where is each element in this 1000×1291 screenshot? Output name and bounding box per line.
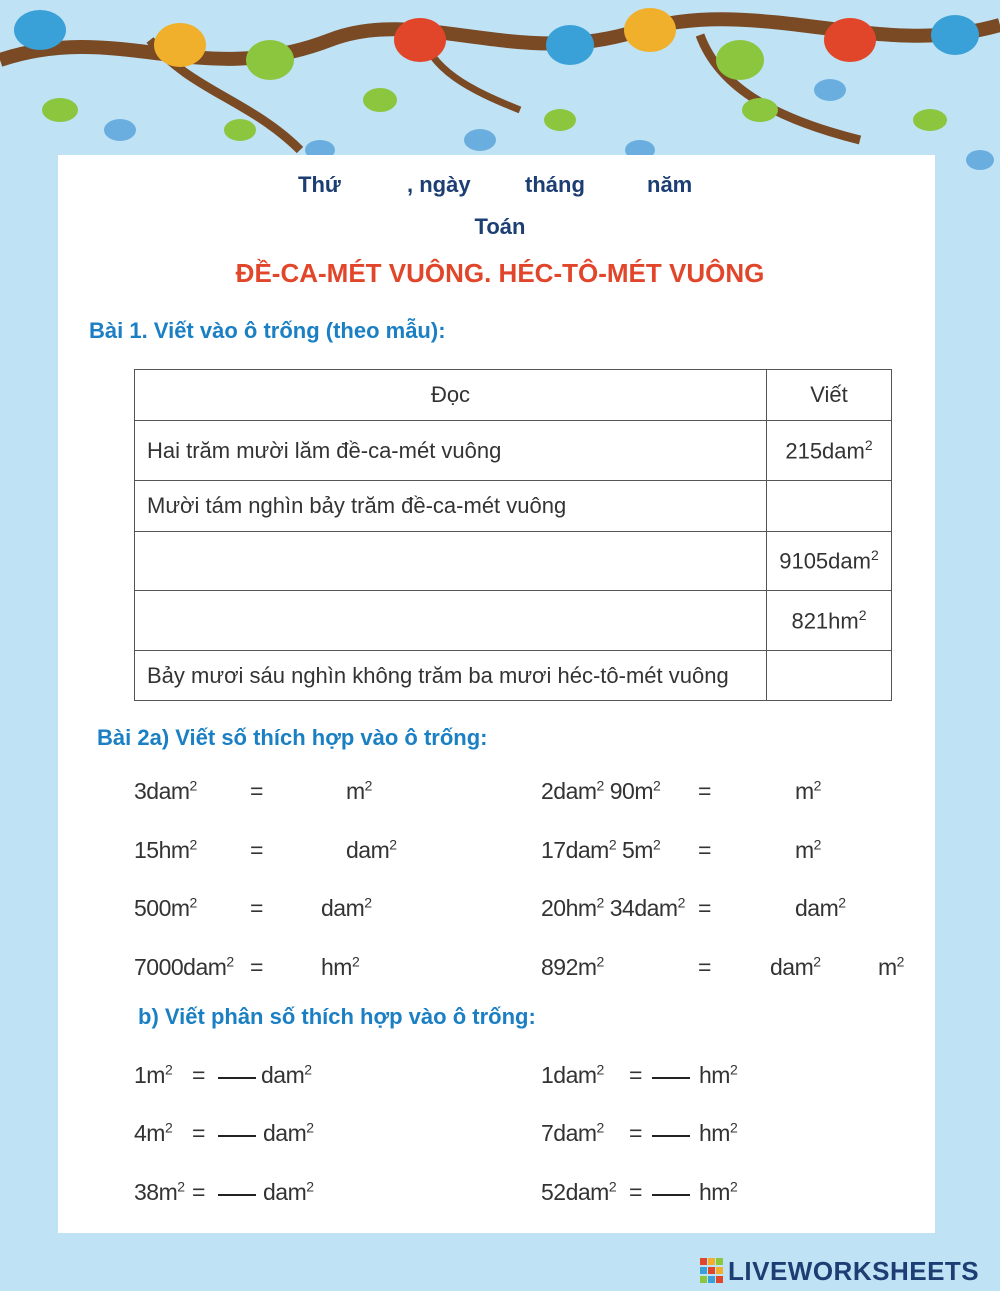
bai2b-left-lhs: $38m^2$ (134, 1178, 185, 1205)
bai2a-left-rhs: dam$^2$ (321, 894, 372, 921)
equals-sign: = (698, 778, 711, 804)
doc-cell: Hai trăm mười lăm đề-ca-mét vuông (135, 421, 767, 481)
equals-sign: = (192, 1120, 205, 1146)
equals-sign: = (192, 1062, 205, 1088)
table-row (135, 651, 892, 701)
bai2a-right-rhs: $m^2$ (795, 777, 821, 804)
viet-cell: 9105dam$^2$ (767, 532, 892, 591)
bai2a-heading: Bài 2a) Viết số thích hợp vào ô trống: (97, 725, 488, 750)
table-row (135, 421, 892, 481)
col-doc-header: Đọc (135, 370, 767, 421)
fraction-bar[interactable] (218, 1194, 256, 1196)
bai2b-right-rhs: $hm^2$ (699, 1119, 738, 1146)
bai2a-left-rhs: $hm^2$ (321, 953, 360, 980)
bai2a-right-rhs: $m^2$ (795, 836, 821, 863)
bai2a-right-rhs2: $m^2$ (878, 953, 904, 980)
bai2b-left-rhs: dam$^2$ (263, 1178, 314, 1205)
viet-cell: 215dam$^2$ (767, 421, 892, 481)
fraction-bar[interactable] (652, 1194, 690, 1196)
fraction-bar[interactable] (652, 1135, 690, 1137)
answer-input[interactable] (720, 774, 792, 808)
doc-answer-cell[interactable] (135, 591, 767, 651)
date-ngay: , ngày (407, 172, 471, 197)
table-header-row (135, 370, 892, 421)
equals-sign: = (698, 954, 711, 980)
bai2b-right-rhs: $hm^2$ (699, 1178, 738, 1205)
bai2a-left-rhs: dam$^2$ (346, 836, 397, 863)
bai2a-right-lhs: 17dam$^2$ $5m^2$ (541, 836, 661, 863)
viet-answer-cell[interactable] (767, 651, 892, 701)
answer-input[interactable] (720, 950, 768, 984)
bai2b-left-rhs: dam$^2$ (261, 1061, 312, 1088)
date-thang: tháng (525, 172, 585, 197)
table-row (135, 481, 892, 532)
fraction-bar[interactable] (218, 1135, 256, 1137)
bai1-heading: Bài 1. Viết vào ô trống (theo mẫu): (89, 318, 446, 343)
equals-sign: = (250, 895, 263, 921)
table-row (135, 532, 892, 591)
equals-sign: = (698, 895, 711, 921)
equals-sign: = (698, 837, 711, 863)
bai2a-right-rhs: dam$^2$ (770, 953, 821, 980)
bai2a-right-lhs: $20hm^2$ 34dam$^2$ (541, 894, 685, 921)
equals-sign: = (629, 1179, 642, 1205)
equals-sign: = (250, 778, 263, 804)
equals-sign: = (250, 954, 263, 980)
bai2b-left-lhs: $1m^2$ (134, 1061, 173, 1088)
answer-input[interactable] (270, 891, 320, 925)
answer-input[interactable] (270, 950, 320, 984)
bai2b-right-rhs: $hm^2$ (699, 1061, 738, 1088)
viet-answer-cell[interactable] (767, 481, 892, 532)
bai2a-right-rhs: dam$^2$ (795, 894, 846, 921)
bai2a-left-rhs: $m^2$ (346, 777, 372, 804)
bai2b-right-lhs: 1dam$^2$ (541, 1061, 604, 1088)
viet-cell: $821hm^2$ (767, 591, 892, 651)
answer-input[interactable] (825, 950, 877, 984)
subject-label: Toán (474, 214, 526, 239)
equals-sign: = (629, 1120, 642, 1146)
bai2a-left-lhs: 7000dam$^2$ (134, 953, 234, 980)
answer-input[interactable] (720, 891, 792, 925)
table-row (135, 591, 892, 651)
fraction-bar[interactable] (218, 1077, 256, 1079)
equals-sign: = (250, 837, 263, 863)
bai2b-left-rhs: dam$^2$ (263, 1119, 314, 1146)
equals-sign: = (629, 1062, 642, 1088)
page-title: ĐỀ-CA-MÉT VUÔNG. HÉC-TÔ-MÉT VUÔNG (235, 258, 765, 288)
bai2b-right-lhs: 7dam$^2$ (541, 1119, 604, 1146)
doc-cell: Bảy mươi sáu nghìn không trăm ba mươi héc-tô-mét vuông (135, 651, 767, 701)
bai2a-right-lhs: $892m^2$ (541, 953, 604, 980)
bai2b-left-lhs: $4m^2$ (134, 1119, 173, 1146)
col-viet-header: Viết (767, 370, 892, 421)
bai1-table (134, 369, 892, 701)
date-thu: Thứ (298, 172, 341, 197)
answer-input[interactable] (272, 774, 344, 808)
liveworksheets-brand[interactable]: LIVEWORKSHEETS (728, 1256, 980, 1286)
bai2b-right-lhs: 52dam$^2$ (541, 1178, 617, 1205)
bai2b-heading: b) Viết phân số thích hợp vào ô trống: (138, 1004, 536, 1029)
doc-answer-cell[interactable] (135, 532, 767, 591)
answer-input[interactable] (272, 833, 344, 867)
equals-sign: = (192, 1179, 205, 1205)
liveworksheets-logo-icon (700, 1258, 724, 1284)
date-nam: năm (647, 172, 693, 197)
bai2a-left-lhs: 3dam$^2$ (134, 777, 197, 804)
bai2a-left-lhs: $500m^2$ (134, 894, 197, 921)
bai2a-left-lhs: $15hm^2$ (134, 836, 197, 863)
fraction-bar[interactable] (652, 1077, 690, 1079)
bai2a-right-lhs: 2dam$^2$ $90m^2$ (541, 777, 661, 804)
doc-cell: Mười tám nghìn bảy trăm đề-ca-mét vuông (135, 481, 767, 532)
answer-input[interactable] (720, 833, 792, 867)
